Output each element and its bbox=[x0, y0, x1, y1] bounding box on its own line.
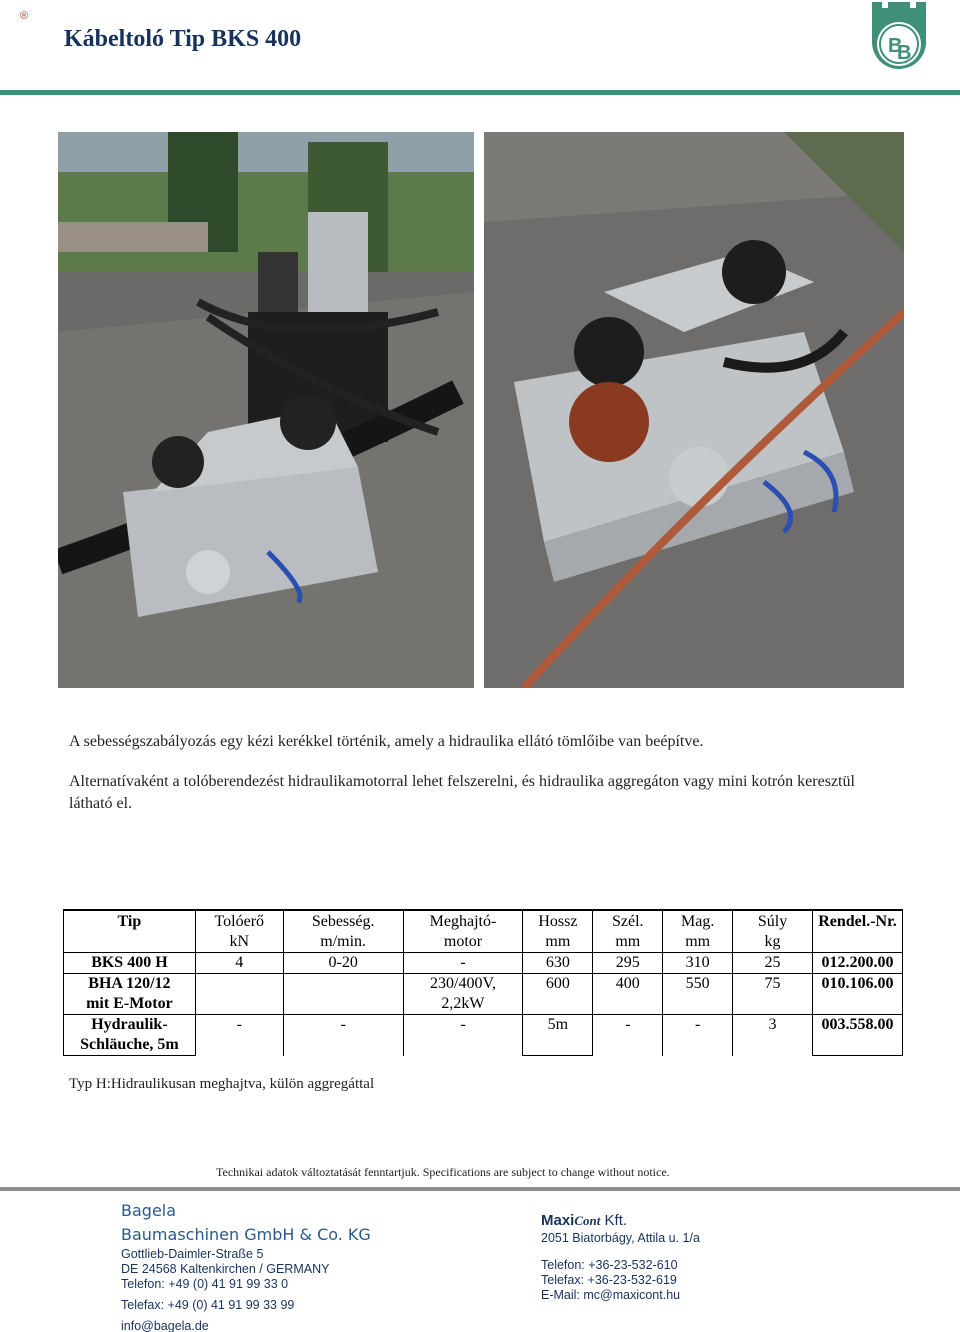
footer-maxicont-fax: Telefax: +36-23-532-619 bbox=[541, 1273, 677, 1287]
row-length: 5m bbox=[523, 1015, 593, 1056]
header-cell: Tolóerő kN bbox=[195, 910, 283, 953]
row-motor: - bbox=[403, 953, 523, 974]
row-order-no: 010.106.00 bbox=[812, 974, 902, 1015]
row-type: Hydraulik- Schläuche, 5m bbox=[64, 1015, 196, 1056]
disclaimer: Technikai adatok változtatását fenntartjuk. Specifications are subject to change without notice. bbox=[216, 1165, 670, 1179]
company-logo bbox=[868, 2, 930, 72]
type-note: Typ H:Hidraulikusan meghajtva, külön aggregáttal bbox=[69, 1076, 375, 1092]
header-cell: Mag. mm bbox=[663, 910, 733, 953]
row-speed bbox=[283, 974, 403, 1015]
footer-brand: Bagela bbox=[121, 1201, 177, 1220]
footer-street: Gottlieb-Daimler-Straße 5 bbox=[121, 1247, 264, 1261]
svg-text:B: B bbox=[897, 42, 912, 64]
header-cell: Szél. mm bbox=[593, 910, 663, 953]
header-cell: Meghajtó- motor bbox=[403, 910, 523, 953]
header-cell: Sebesség. m/min. bbox=[283, 910, 403, 953]
footer-maxicont-address: 2051 Biatorbágy, Attila u. 1/a bbox=[541, 1231, 700, 1245]
spec-table bbox=[63, 909, 903, 1056]
row-motor: 230/400V, 2,2kW bbox=[403, 974, 523, 1015]
table-row bbox=[64, 1015, 903, 1056]
row-speed: - bbox=[283, 1015, 403, 1056]
row-weight: 75 bbox=[733, 974, 813, 1015]
header-cell: Hossz mm bbox=[523, 910, 593, 953]
row-type: BKS 400 H bbox=[64, 953, 196, 974]
row-force: - bbox=[195, 1015, 283, 1056]
footer-email-link[interactable]: info@bagela.de bbox=[121, 1319, 209, 1332]
row-force bbox=[195, 974, 283, 1015]
header-divider bbox=[0, 90, 960, 95]
footer-maxicont bbox=[541, 1211, 700, 1303]
registered-mark: ® bbox=[20, 10, 29, 22]
footer-fax: Telefax: +49 (0) 41 91 99 33 99 bbox=[121, 1298, 295, 1312]
footer-maxicont-phone: Telefon: +36-23-532-610 bbox=[541, 1258, 678, 1272]
svg-text:B: B bbox=[888, 35, 903, 57]
table-row bbox=[64, 953, 903, 974]
row-order-no: 003.558.00 bbox=[812, 1015, 902, 1056]
row-height: - bbox=[663, 1015, 733, 1056]
table-row bbox=[64, 974, 903, 1015]
header-cell: Rendel.-Nr. bbox=[812, 910, 902, 953]
footer-maxicont-brand: MaxiCont Kft. bbox=[541, 1212, 628, 1229]
description-paragraph-1: A sebességszabályozás egy kézi kerékkel történik, amely a hidraulika ellátó tömlőibe van beépítve. bbox=[69, 733, 704, 750]
row-weight: 25 bbox=[733, 953, 813, 974]
row-height: 310 bbox=[663, 953, 733, 974]
row-width: 295 bbox=[593, 953, 663, 974]
footer-bagela bbox=[121, 1199, 371, 1332]
footer-divider bbox=[0, 1187, 960, 1191]
row-speed: 0-20 bbox=[283, 953, 403, 974]
footer-maxicont-email-link[interactable]: E-Mail: mc@maxicont.hu bbox=[541, 1288, 681, 1302]
row-force: 4 bbox=[195, 953, 283, 974]
table-header-row bbox=[64, 910, 903, 953]
row-weight: 3 bbox=[733, 1015, 813, 1056]
row-order-no: 012.200.00 bbox=[812, 953, 902, 974]
row-type: BHA 120/12 mit E-Motor bbox=[64, 974, 196, 1015]
row-height: 550 bbox=[663, 974, 733, 1015]
header-cell: Tip bbox=[64, 910, 196, 953]
description-paragraph-2: Alternatívaként a tolóberendezést hidraulikamotorral lehet felszerelni, és hidraulika aggregáton vagy mini kotrón keresztül látható el. bbox=[69, 773, 855, 812]
row-length: 600 bbox=[523, 974, 593, 1015]
page-title: Kábeltoló Tip BKS 400 bbox=[64, 26, 302, 52]
product-photo-cable-pusher bbox=[484, 132, 904, 688]
row-length: 630 bbox=[523, 953, 593, 974]
row-motor: - bbox=[403, 1015, 523, 1056]
footer-city: DE 24568 Kaltenkirchen / GERMANY bbox=[121, 1262, 330, 1276]
footer-company: Baumaschinen GmbH & Co. KG bbox=[121, 1225, 371, 1244]
row-width: 400 bbox=[593, 974, 663, 1015]
product-photo-hydraulic-unit bbox=[58, 132, 474, 688]
row-width: - bbox=[593, 1015, 663, 1056]
header-cell: Súly kg bbox=[733, 910, 813, 953]
footer-phone: Telefon: +49 (0) 41 91 99 33 0 bbox=[121, 1277, 289, 1291]
